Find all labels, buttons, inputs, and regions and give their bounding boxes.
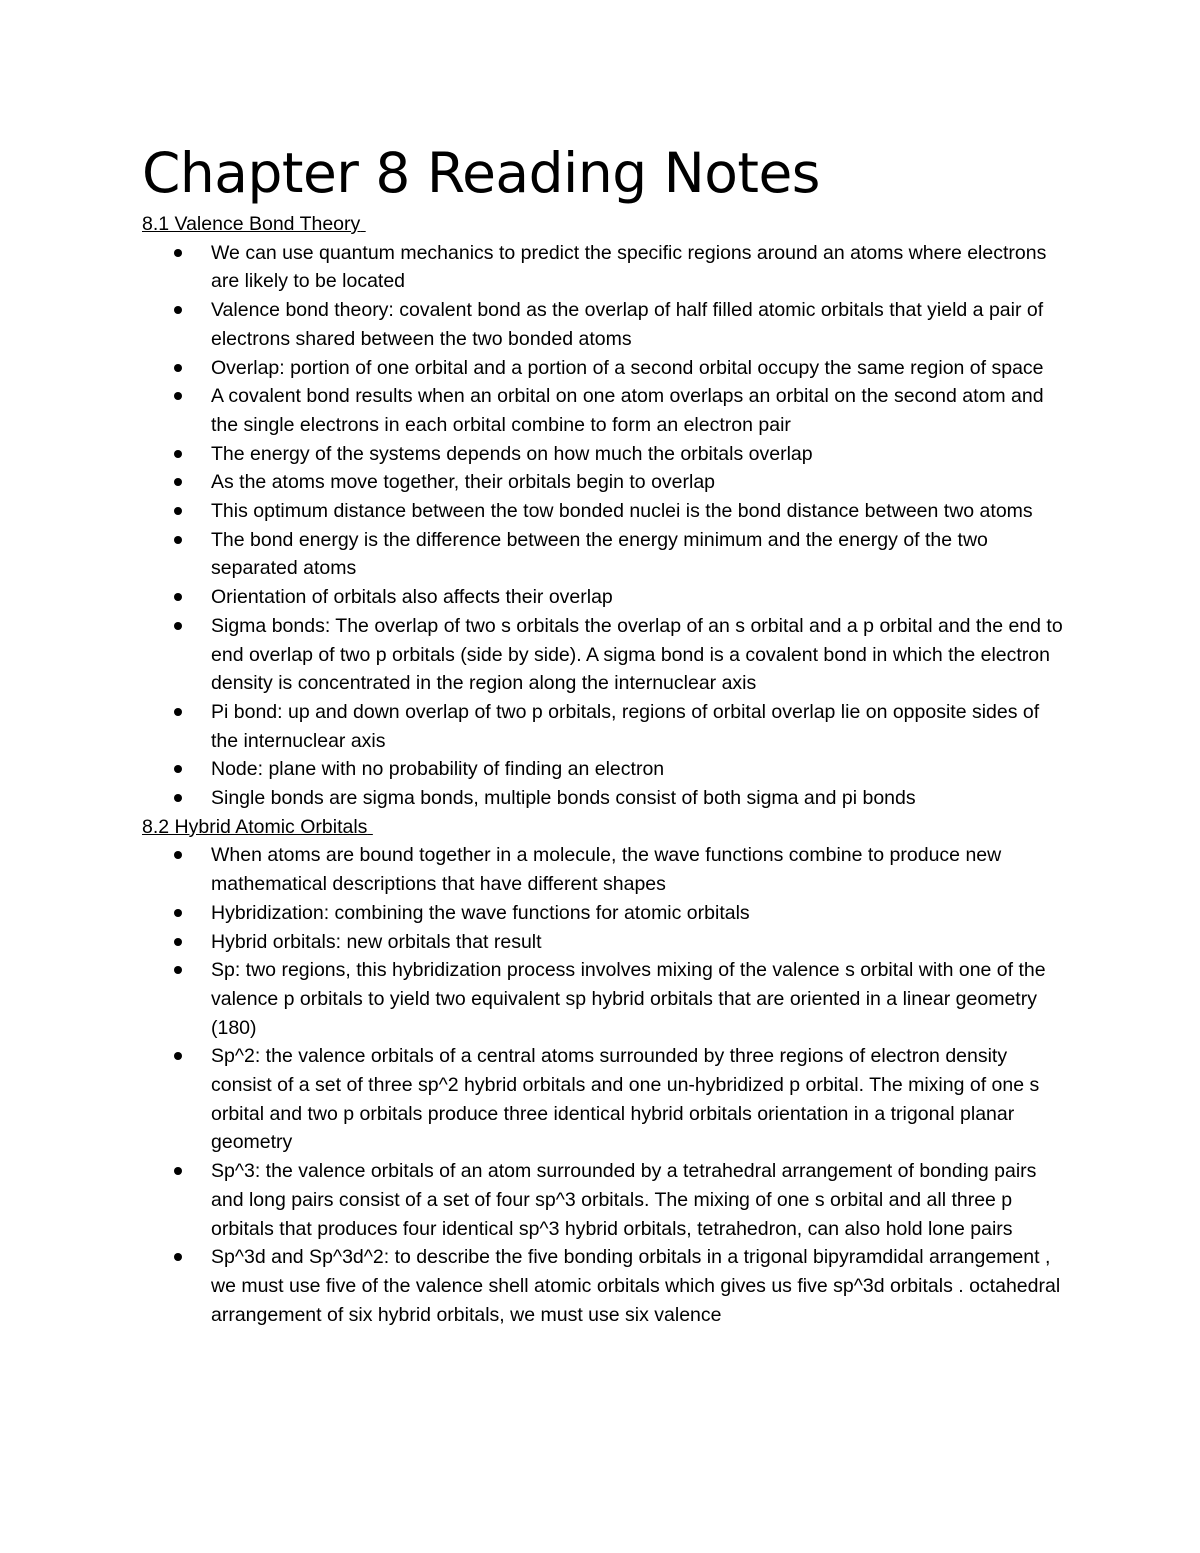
bullet-icon <box>174 1052 182 1060</box>
bullet-icon <box>174 593 182 601</box>
list-item <box>142 612 1071 698</box>
list-item <box>142 583 1071 612</box>
bullet-list <box>142 841 1082 1329</box>
section-heading: 8.2 Hybrid Atomic Orbitals <box>142 815 368 838</box>
list-item <box>142 841 1071 898</box>
bullet-icon <box>174 909 182 917</box>
list-item-text: Sp^2: the valence orbitals of a central atoms surrounded by three regions of electron density consist of a set of three sp^2 hybrid orbitals and one un-hybridized p orbital. The mixing of one s orbital and two p orbitals produce three identical hybrid orbitals orientation in a trigonal planar geometry <box>211 1045 1040 1154</box>
bullet-icon <box>174 765 182 773</box>
list-item-text: Pi bond: up and down overlap of two p orbitals, regions of orbital overlap lie on opposite sides of the internuclear axis <box>211 700 1040 752</box>
list-item <box>142 1243 1071 1329</box>
bullet-icon <box>174 966 182 974</box>
list-item-text: The energy of the systems depends on how much the orbitals overlap <box>211 442 813 465</box>
list-item <box>142 468 1071 497</box>
list-item <box>142 296 1071 353</box>
list-item-text: We can use quantum mechanics to predict the specific regions around an atoms where electrons are likely to be located <box>211 241 1047 293</box>
list-item-text: Sp: two regions, this hybridization process involves mixing of the valence s orbital with one of the valence p orbitals to yield two equivalent sp hybrid orbitals that are oriented in a linear geometry (180) <box>211 959 1046 1039</box>
list-item-text: Sp^3d and Sp^3d^2: to describe the five bonding orbitals in a trigonal bipyramdidal arrangement , we must use five of the valence shell atomic orbitals which gives us five sp^3d orbitals . octahedral arrangement of six hybrid orbitals, we must use six valence <box>211 1246 1061 1326</box>
bullet-icon <box>174 249 182 257</box>
list-item-text: Sigma bonds: The overlap of two s orbitals the overlap of an s orbital and a p orbital and the end to end overlap of two p orbitals (side by side). A sigma bond is a covalent bond in which the electron density is concentrated in the region along the internuclear axis <box>211 614 1063 695</box>
list-item <box>142 440 1071 469</box>
list-item <box>142 526 1071 583</box>
bullet-icon <box>174 938 182 946</box>
list-item-text: This optimum distance between the tow bonded nuclei is the bond distance between two atoms <box>211 500 1033 523</box>
list-item <box>142 497 1071 526</box>
bullet-list <box>142 239 1082 813</box>
bullet-icon <box>174 1167 182 1175</box>
list-item <box>142 698 1071 755</box>
bullet-icon <box>174 794 182 802</box>
list-item-text: Hybridization: combining the wave functions for atomic orbitals <box>211 901 750 924</box>
document-page <box>142 138 1082 1329</box>
section-hybrid-atomic-orbitals <box>142 813 1082 1330</box>
list-item-text: A covalent bond results when an orbital on one atom overlaps an orbital on the second atom and the single electrons in each orbital combine to form an electron pair <box>211 385 1044 436</box>
bullet-icon <box>174 392 182 400</box>
list-item-text: Node: plane with no probability of finding an electron <box>211 758 665 781</box>
bullet-icon <box>174 851 182 859</box>
document-title: Chapter 8 Reading Notes <box>142 141 820 205</box>
bullet-icon <box>174 622 182 630</box>
list-item-text: Orientation of orbitals also affects their overlap <box>211 586 613 609</box>
bullet-icon <box>174 507 182 515</box>
list-item <box>142 899 1071 928</box>
list-item <box>142 1157 1071 1243</box>
list-item-text: Single bonds are sigma bonds, multiple bonds consist of both sigma and pi bonds <box>211 787 916 810</box>
list-item <box>142 956 1071 1042</box>
list-item-text: Hybrid orbitals: new orbitals that result <box>211 930 542 953</box>
list-item-text: The bond energy is the difference between the energy minimum and the energy of the two separated atoms <box>211 528 988 580</box>
bullet-icon <box>174 536 182 544</box>
list-item <box>142 382 1071 439</box>
bullet-icon <box>174 306 182 314</box>
bullet-icon <box>174 450 182 458</box>
section-heading: 8.1 Valence Bond Theory <box>142 213 361 235</box>
list-item-text: Valence bond theory: covalent bond as the overlap of half filled atomic orbitals that yield a pair of electrons shared between the two bonded atoms <box>211 299 1044 350</box>
list-item-text: When atoms are bound together in a molecule, the wave functions combine to produce new mathematical descriptions that have different shapes <box>211 844 1002 896</box>
bullet-icon <box>174 1253 182 1261</box>
list-item-text: As the atoms move together, their orbitals begin to overlap <box>211 471 716 494</box>
list-item <box>142 755 1071 784</box>
bullet-icon <box>174 478 182 486</box>
list-item <box>142 784 1071 813</box>
list-item-text: Sp^3: the valence orbitals of an atom surrounded by a tetrahedral arrangement of bonding pairs and long pairs consist of a set of four sp^3 orbitals. The mixing of one s orbital and all three p orbitals that produces four identical sp^3 hybrid orbitals, tetrahedron, can also hold lone pairs <box>211 1160 1037 1240</box>
list-item <box>142 354 1071 383</box>
list-item <box>142 1042 1071 1157</box>
section-valence-bond-theory <box>142 210 1082 813</box>
bullet-icon <box>174 708 182 716</box>
bullet-icon <box>174 364 182 372</box>
list-item <box>142 928 1071 957</box>
list-item-text: Overlap: portion of one orbital and a portion of a second orbital occupy the same region of space <box>211 356 1044 379</box>
list-item <box>142 239 1071 296</box>
